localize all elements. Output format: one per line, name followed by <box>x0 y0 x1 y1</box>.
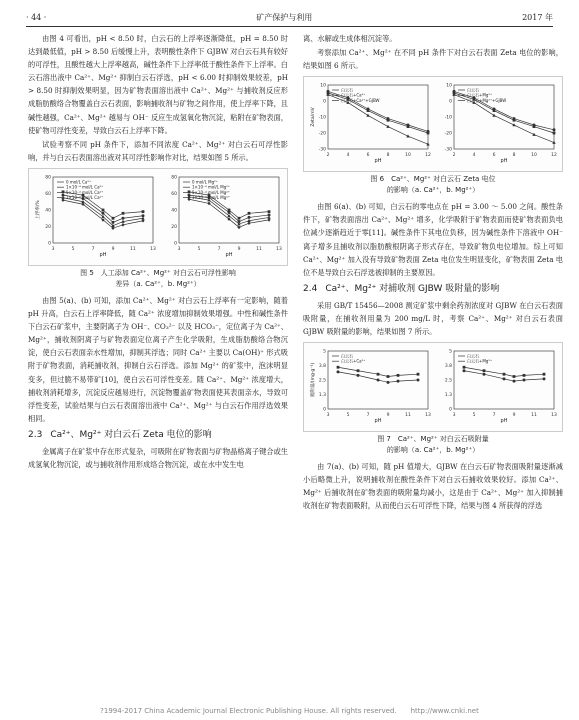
data-point <box>62 190 65 193</box>
y-tick-label: 0 <box>323 407 326 413</box>
data-point <box>102 209 105 212</box>
x-tick-label: 2 <box>452 153 456 159</box>
y-tick-label: 0 <box>323 99 326 105</box>
section-number: 2.4 <box>303 283 318 294</box>
x-tick-label: 2 <box>326 153 330 159</box>
data-point <box>337 371 340 374</box>
right-column <box>303 32 563 514</box>
paragraph: 离、水解或生成体相沉淀等。 <box>303 34 397 43</box>
y-tick-label: 0 <box>174 241 177 247</box>
x-tick-label: 9 <box>111 246 115 252</box>
section-heading-2-4 <box>303 282 563 296</box>
legend-label: 白云石 <box>467 87 479 93</box>
figure-5 <box>28 168 288 266</box>
y-tick-label: 80 <box>171 175 177 181</box>
paragraph: 考察添加 Ca²⁺、Mg²⁺ 在不同 pH 条件下对白云石表面 Zeta 电位的影响，结果如图 6 所示。 <box>303 48 563 71</box>
x-axis-label: pH <box>225 251 233 258</box>
section-heading-2-3 <box>28 428 288 442</box>
legend-label: 1×10⁻³ mol/L Ca²⁺ <box>66 195 104 201</box>
data-point <box>101 215 104 218</box>
caption-subline: 的影响（a. Ca²⁺，b. Mg²⁺） <box>386 446 480 455</box>
legend-label: 白云石+Mg²⁺+GJBW <box>467 98 507 104</box>
y-tick-label: 2.5 <box>444 378 452 384</box>
y-tick-label: -10 <box>318 115 326 121</box>
x-tick-label: 10 <box>405 153 411 159</box>
data-point <box>543 377 546 380</box>
data-point <box>463 369 466 372</box>
section-number: 2.3 <box>28 429 43 440</box>
data-point <box>427 130 430 133</box>
x-tick-label: 11 <box>130 246 136 252</box>
x-tick-label: 3 <box>326 413 330 419</box>
caption-line: 图 7 Ca²⁺、Mg²⁺ 对白云石吸附量 <box>377 435 489 444</box>
data-point <box>387 117 390 120</box>
legend-label: 0 mol/L Mg²⁺ <box>192 179 218 185</box>
legend-label: 白云石+Ca²⁺ <box>341 92 366 98</box>
legend-label: 白云石 <box>341 353 353 359</box>
x-tick-label: 13 <box>551 413 557 419</box>
data-point <box>102 212 105 215</box>
x-tick-label: 3 <box>51 246 55 252</box>
data-point <box>248 216 251 219</box>
data-point <box>417 373 420 376</box>
data-point <box>188 190 191 193</box>
data-point <box>387 375 390 378</box>
paragraph: 采用 GB/T 15456—2008 测定矿浆中剩余药剂浓度对 GJBW 在白云石表面吸附量，在捕收剂用量为 200 mg/L 时，考察 Ca²⁺、Mg²⁺ 对白云石表面 GJBW 吸附量的影响，结果如图 7 所示。 <box>303 300 563 337</box>
x-axis-label: pH <box>500 418 508 425</box>
data-point <box>327 90 330 93</box>
y-tick-label: 5 <box>449 349 452 355</box>
x-tick-label: 9 <box>237 246 241 252</box>
data-point <box>463 366 466 369</box>
x-tick-label: 3 <box>177 246 181 252</box>
x-tick-label: 12 <box>425 153 431 159</box>
figure-5-caption <box>28 268 288 290</box>
y-tick-label: -20 <box>444 131 452 137</box>
section-title: Ca²⁺、Mg²⁺ 对白云石 Zeta 电位的影响 <box>50 429 212 440</box>
y-tick-label: 20 <box>171 224 177 230</box>
chart-fig7b <box>445 349 557 425</box>
data-point <box>122 217 125 220</box>
data-point <box>503 373 506 376</box>
figure-6 <box>303 76 563 172</box>
y-tick-label: 1.3 <box>318 393 326 399</box>
data-point <box>228 211 231 214</box>
data-point <box>553 132 556 135</box>
legend-label: 白云石 <box>341 87 353 93</box>
x-tick-label: 10 <box>531 153 537 159</box>
y-tick-label: 3.8 <box>444 364 452 370</box>
x-tick-label: 9 <box>386 413 390 419</box>
x-tick-label: 7 <box>91 246 95 252</box>
y-tick-label: 1.3 <box>444 393 452 399</box>
legend-label: 白云石+Mg²⁺ <box>467 358 493 364</box>
data-point <box>397 374 400 377</box>
x-tick-label: 11 <box>256 246 262 252</box>
x-tick-label: 3 <box>452 413 456 419</box>
data-point <box>453 90 456 93</box>
chart-fig5a <box>34 174 156 258</box>
data-point <box>513 375 516 378</box>
data-point <box>268 210 271 213</box>
legend-label: 白云石+Ca²⁺+GJBW <box>341 98 380 104</box>
legend-label: 白云石+Ca²⁺ <box>341 358 366 364</box>
y-tick-label: -20 <box>318 131 326 137</box>
figure-5-charts <box>29 169 287 261</box>
y-tick-label: -10 <box>444 115 452 121</box>
x-axis-label: pH <box>500 158 508 165</box>
left-column <box>28 32 288 472</box>
y-tick-label: 0 <box>449 407 452 413</box>
x-axis-label: pH <box>99 251 107 258</box>
data-point <box>357 374 360 377</box>
data-point <box>387 381 390 384</box>
caption-line: 图 5 人工添加 Ca²⁺、Mg²⁺ 对白云石可浮性影响 <box>80 268 236 277</box>
paragraph: 由图 5(a)、(b) 可知，添加 Ca²⁺、Mg²⁺ 对白云石上浮率有一定影响，随着 pH 升高，白云石上浮率降低，随 Ca²⁺ 浓度增加抑制效果增强。中性和碱性条件下白云石矿浆中，主要阴离子为 OH⁻、CO₃²⁻ 以及 HCO₃⁻，定位离子为 Ca²⁺、Mg²⁺，捕收剂阴离子与矿物表面定位离子产生化学吸附，生成脂肪酸络合物沉淀，使白云石表面亲水性增加，抑制其浮选；同时 Ca²⁺ 主要以 Ca(OH)⁺ 形式吸附于矿物表面，消耗捕收剂，抑制白云石浮选。添加 Mg²⁺ 的矿浆中，泡沫明显变多，但过脆不易带矿[10]，使白云石可浮性变差。随 Ca²⁺、Mg²⁺ 浓度增大，捕收剂消耗增多，沉淀反应越易进行，沉淀物覆盖矿物表面使其表面亲水，导致可浮性变差，试验结果与白云石表面溶出液中 Ca²⁺、Mg²⁺ 与白云石作用浮选效果相同。 <box>28 295 288 423</box>
x-tick-label: 4 <box>346 153 350 159</box>
data-point <box>397 380 400 383</box>
journal-year: 2017 年 <box>522 12 553 22</box>
legend-label: 0 mol/L Ca²⁺ <box>66 179 92 185</box>
y-tick-label: -30 <box>318 147 326 153</box>
data-point <box>523 379 526 382</box>
y-tick-label: 10 <box>320 83 326 89</box>
y-tick-label: -30 <box>444 147 452 153</box>
x-axis-label: pH <box>374 158 382 165</box>
figure-6-caption <box>303 174 563 196</box>
y-tick-label: 40 <box>45 208 51 214</box>
figure-6-charts <box>304 77 562 167</box>
copyright-footer: ?1994-2017 China Academic Journal Electronic Publishing House. All rights reserved. http://www.cnki.net <box>100 707 479 715</box>
y-tick-label: 0 <box>48 241 51 247</box>
legend-label: 白云石 <box>467 353 479 359</box>
legend-label: 1×10⁻⁴ mol/L Ca²⁺ <box>66 184 104 190</box>
legend-label: 5×10⁻⁴ mol/L Ca²⁺ <box>66 189 104 195</box>
figure-7-caption <box>303 434 563 456</box>
x-tick-label: 5 <box>197 246 201 252</box>
x-tick-label: 13 <box>425 413 431 419</box>
x-tick-label: 6 <box>366 153 370 159</box>
x-tick-label: 7 <box>366 413 370 419</box>
data-point <box>386 125 389 128</box>
data-point <box>533 124 536 127</box>
journal-name: 矿产保护与利用 <box>256 12 313 22</box>
x-tick-label: 7 <box>217 246 221 252</box>
x-tick-label: 11 <box>405 413 411 419</box>
data-point <box>417 379 420 382</box>
legend-label: 1×10⁻³ mol/L Mg²⁺ <box>192 195 230 201</box>
x-tick-label: 5 <box>346 413 350 419</box>
paragraph: 由 7(a)、(b) 可知，随 pH 值增大，GJBW 在白云石矿物表面吸附量逐渐减小后略微上升，说明捕收剂在酸性条件下对白云石捕收效果较好。添加 Ca²⁺、Mg²⁺ 后捕收剂在矿物表面的吸附量均减小，这是由于 Ca²⁺、Mg²⁺ 加入抑制捕收剂在矿物表面吸附，从而使白云石可浮性下降，结果与图 4 所获得的浮选 <box>303 462 563 511</box>
data-point <box>112 221 115 224</box>
y-tick-label: 10 <box>446 83 452 89</box>
figure-7-charts <box>304 343 562 427</box>
data-point <box>513 380 516 383</box>
legend-label: 5×10⁻⁴ mol/L Mg²⁺ <box>192 189 230 195</box>
x-tick-label: 12 <box>551 153 557 159</box>
y-axis-label: Zeta/mV <box>311 107 316 127</box>
y-tick-label: 5 <box>323 349 326 355</box>
data-point <box>248 212 251 215</box>
y-tick-label: 0 <box>449 99 452 105</box>
page-header <box>26 10 553 24</box>
paragraph: 金属离子在矿浆中存在形式复杂，可吸附在矿物表面与矿物晶格离子键合或生成氢氧化物沉淀，或与捕收剂作用形成络合物沉淀，或在水中发生电 <box>28 446 288 469</box>
chart-fig5b <box>171 174 282 258</box>
y-tick-label: 20 <box>45 224 51 230</box>
caption-subline: 的影响（a. Ca²⁺，b. Mg²⁺） <box>386 186 480 195</box>
data-point <box>238 217 241 220</box>
chart-fig6a <box>310 83 431 165</box>
data-point <box>377 373 380 376</box>
paragraph: 由图 4 可看出，pH < 8.50 时，白云石的上浮率逐渐降低，pH = 8.50 时达到最低值，pH > 8.50 后缓慢上升，表明酸性条件下 GJBW 对白云石具有较好的可浮性，且酸性越大上浮率越高，碱性条件下上浮率低于酸性条件下上浮率。白云石溶出液中 Ca²⁺、Mg²⁺ 抑制白云石浮选，pH < 6.00 时抑制效果较差，pH > 8.50 时抑制效果明显，因为矿物表面溶出液中 Ca²⁺、Mg²⁺ 与捕收剂反应形成脂肪酸络合物覆盖白云石表面，影响捕收剂与矿物之间作用，使上浮率下降，且碱性越强，Ca²⁺、Mg²⁺ 越易与 OH⁻ 反应生成氢氧化物沉淀，粘附在矿物表面，使矿物可浮性变差，导致白云石上浮率下降。 <box>28 34 288 135</box>
data-point <box>367 108 370 111</box>
y-tick-label: 40 <box>171 208 177 214</box>
x-tick-label: 11 <box>531 413 537 419</box>
paragraph: 试验考察不同 pH 条件下，添加不同浓度 Ca²⁺、Mg²⁺ 对白云石可浮性影响，并与白云石表面溶出液对其可浮性影响作对比，结果如图 5 所示。 <box>28 139 288 162</box>
x-tick-label: 5 <box>71 246 75 252</box>
y-tick-label: 60 <box>171 191 177 197</box>
header-rule <box>26 26 553 27</box>
data-point <box>493 108 496 111</box>
chart-fig6b <box>445 83 557 165</box>
data-point <box>492 114 495 117</box>
data-point <box>543 373 546 376</box>
data-point <box>523 374 526 377</box>
data-point <box>357 369 360 372</box>
data-point <box>122 212 125 215</box>
figure-7 <box>303 342 563 432</box>
caption-line: 图 6 Ca²⁺、Mg²⁺ 对白云石 Zeta 电位 <box>370 175 496 184</box>
data-point <box>377 379 380 382</box>
legend-label: 1×10⁻⁴ mol/L Mg²⁺ <box>192 184 230 190</box>
y-tick-label: 3.8 <box>318 364 326 370</box>
x-tick-label: 13 <box>276 246 282 252</box>
data-point <box>112 217 115 220</box>
data-point <box>503 377 506 380</box>
data-point <box>366 114 369 117</box>
x-tick-label: 4 <box>472 153 476 159</box>
caption-subline: 差异（a. Ca²⁺，b. Mg²⁺） <box>115 279 201 288</box>
data-point <box>553 129 556 132</box>
x-axis-label: pH <box>374 418 382 425</box>
data-point <box>483 369 486 372</box>
x-tick-label: 6 <box>492 153 496 159</box>
y-tick-label: 60 <box>45 191 51 197</box>
data-point <box>407 124 410 127</box>
data-point <box>513 117 516 120</box>
x-tick-label: 7 <box>492 413 496 419</box>
chart-fig7a <box>309 349 431 425</box>
y-tick-label: 2.5 <box>318 378 326 384</box>
data-point <box>121 223 124 227</box>
x-tick-label: 8 <box>512 153 516 159</box>
paragraph: 由图 6(a)、(b) 可知，白云石的零电点在 pH = 3.00 ～ 5.00 之间。酸性条件下，矿物表面溶出 Ca²⁺、Mg²⁺ 增多，化学吸附于矿物表面而使矿物表面负电位减少逐渐趋近于零[11]。碱性条件下其电位负移，因为碱性条件下溶液中 OH⁻ 离子增多且捕收剂以脂肪酸根阴离子形式存在，导致矿物负电位增加。综上可知 Ca²⁺、Mg²⁺ 加入没有导致矿物表面 Zeta 电位发生明显变化，矿物表面 Zeta 电位不是导致白云石浮选被抑制的主要原因。 <box>303 202 563 277</box>
x-tick-label: 13 <box>150 246 156 252</box>
y-axis-label: 上浮率/% <box>36 200 41 220</box>
data-point <box>483 373 486 376</box>
section-title: Ca²⁺、Mg²⁺ 对捕收剂 GJBW 吸附量的影响 <box>325 283 500 294</box>
data-point <box>142 210 145 213</box>
data-point <box>337 366 340 369</box>
x-tick-label: 9 <box>512 413 516 419</box>
legend-label: 白云石+Mg²⁺ <box>467 92 493 98</box>
y-axis-label: 吸附量/(mg·g⁻¹) <box>311 363 316 398</box>
y-tick-label: 80 <box>45 175 51 181</box>
x-tick-label: 5 <box>472 413 476 419</box>
page-number: · 44 · <box>26 12 47 22</box>
x-tick-label: 8 <box>386 153 390 159</box>
